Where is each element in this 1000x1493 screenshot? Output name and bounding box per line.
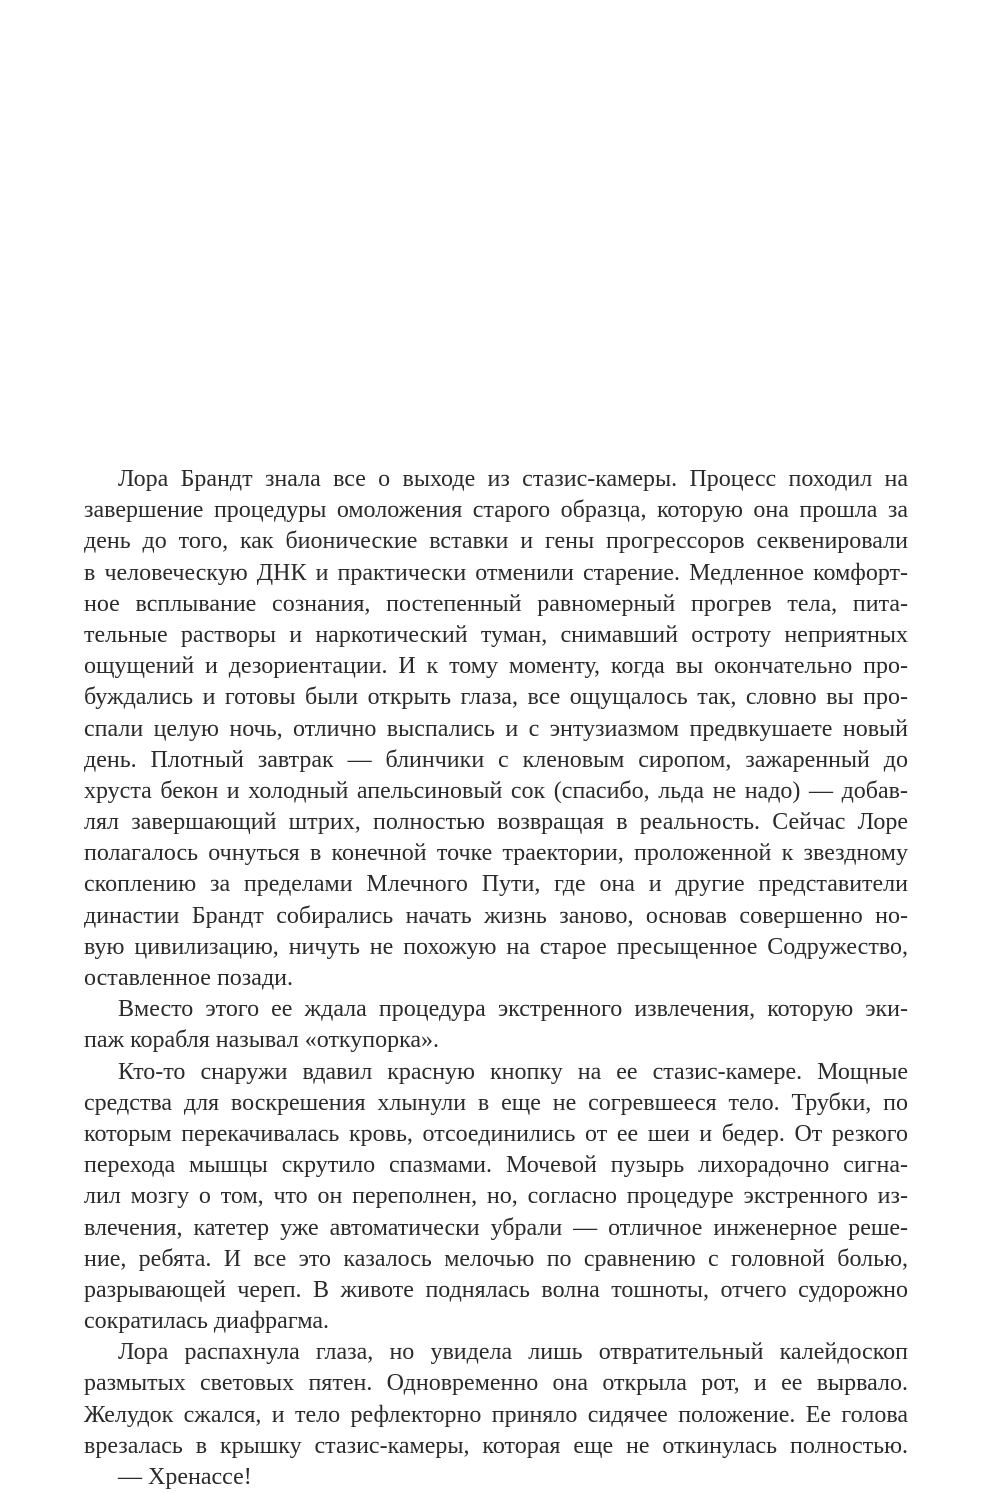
- text-line: размытых световых пятен. Одновременно она открыла рот, и ее вырвало.: [84, 1370, 908, 1397]
- text-line: ние, ребята. И все это казалось мелочью по сравнению с головной болью,: [84, 1245, 908, 1272]
- text-line: в человеческую ДНК и практически отменили старение. Медленное комфорт-: [84, 559, 908, 586]
- text-line: оставленное позади.: [84, 965, 293, 991]
- text-line: Лора распахнула глаза, но увидела лишь отвратительный калейдоскоп: [118, 1339, 908, 1366]
- text-line: лил мозгу о том, что он переполнен, но, согласно процедуре экстренного из-: [84, 1183, 908, 1210]
- text-line: буждались и готовы были открыть глаза, все ощущалось так, словно вы про-: [84, 684, 908, 711]
- text-line: вую цивилизацию, ничуть не похожую на старое пресыщенное Содружество,: [84, 933, 908, 960]
- text-line: перехода мышцы скрутило спазмами. Мочевой пузырь лихорадочно сигна-: [84, 1152, 908, 1179]
- text-line: Лора Брандт знала все о выходе из стазис-камеры. Процесс походил на: [118, 466, 908, 492]
- text-line: разрывающей череп. В животе поднялась волна тошноты, отчего судорожно: [84, 1276, 908, 1303]
- text-line: ощущений и дезориентации. И к тому моменту, когда вы окончательно про-: [84, 653, 908, 680]
- text-line: скоплению за пределами Млечного Пути, где она и другие представители: [84, 871, 908, 898]
- text-line: ное всплывание сознания, постепенный равномерный прогрев тела, пита-: [84, 590, 908, 617]
- text-line: завершение процедуры омоложения старого образца, которую она прошла за: [84, 497, 908, 524]
- text-line: хруста бекон и холодный апельсиновый сок (спасибо, льда не надо) — добав-: [84, 777, 908, 804]
- text-line: Кто-то снаружи вдавил красную кнопку на ее стазис-камере. Мощные: [118, 1058, 908, 1085]
- text-line: — Хренассе!: [118, 1464, 252, 1490]
- body-text: [84, 464, 908, 1493]
- text-line: тельные растворы и наркотический туман, снимавший остроту неприятных: [84, 621, 908, 648]
- text-line: лял завершающий штрих, полностью возвращая в реальность. Сейчас Лоре: [84, 809, 908, 836]
- text-line: врезалась в крышку стазис-камеры, которая еще не откинулась полностью.: [84, 1432, 908, 1459]
- text-line: паж корабля называл «откупорка».: [84, 1027, 440, 1054]
- text-line: полагалось очнуться в конечной точке траектории, проложенной к звездному: [84, 840, 908, 867]
- text-line: день. Плотный завтрак — блинчики с кленовым сиропом, зажаренный до: [84, 746, 908, 773]
- text-line: которым перекачивалась кровь, отсоединились от ее шеи и бедер. От резкого: [84, 1120, 908, 1147]
- text-line: сократилась диафрагма.: [84, 1308, 330, 1335]
- text-line: влечения, катетер уже автоматически убрали — отличное инженерное реше-: [84, 1214, 908, 1241]
- text-line: династии Брандт собирались начать жизнь заново, основав совершенно но-: [84, 902, 908, 929]
- text-line: средства для воскрешения хлынули в еще не согревшееся тело. Трубки, по: [84, 1089, 908, 1116]
- text-line: Вместо этого ее ждала процедура экстренного извлечения, которую эки-: [118, 996, 908, 1023]
- text-line: день до того, как бионические вставки и гены прогрессоров секвенировали: [84, 528, 908, 555]
- text-line: Желудок сжался, и тело рефлекторно приняло сидячее положение. Ее голова: [84, 1401, 908, 1428]
- text-line: спали целую ночь, отлично выспались и с энтузиазмом предвкушаете новый: [84, 715, 908, 742]
